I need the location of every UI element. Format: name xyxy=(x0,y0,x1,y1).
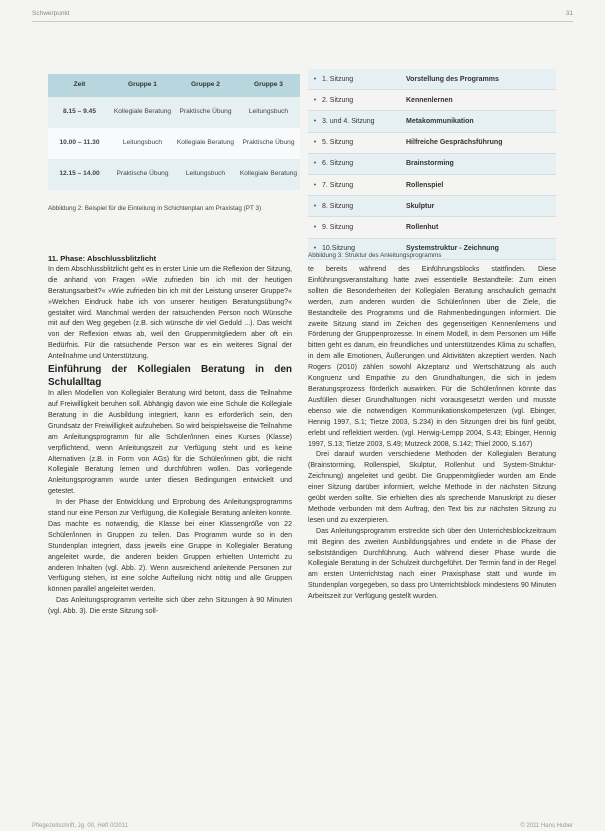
paragraph: Das Anleitungsprogramm erstreckte sich über den Unterrichtsblockzeitraum mit Beginn des zweiten Ausbildungsjahres und endete in die Phase der selbstständigen Durchführung. Auch während dieser Phase wurde die Kollegiale Beratung in der Schulzeit durchgeführt. Der Termin fand in der Regel am ersten Unterrichtstag nach einer Praxisphase statt und wurde im Stundenplan vorgegeben, so dass pro Unterrichtsblock mindestens 90 Minuten Arbeitszeit zur Verfügung gestellt wurden. xyxy=(308,527,556,601)
schedule-cell: 8.15 – 9.45 xyxy=(48,97,111,128)
schedule-cell: Leitungsbuch xyxy=(174,159,237,190)
session-title: Metakommunikation xyxy=(406,117,474,125)
schedule-cell: Praktische Übung xyxy=(174,97,237,128)
session-list xyxy=(308,69,556,260)
schedule-row xyxy=(48,159,300,190)
section-heading: 11. Phase: Abschlussblitzlicht xyxy=(48,254,157,263)
schedule-header-cell: Gruppe 1 xyxy=(111,74,174,97)
session-title: Skulptur xyxy=(406,202,435,210)
bullet-icon: • xyxy=(313,139,317,147)
session-number: 8. Sitzung xyxy=(322,202,354,210)
footer-journal: Pflegezeitschrift, Jg. 00, Heft 0/2011 xyxy=(32,823,128,829)
session-title: Kennenlernen xyxy=(406,96,453,104)
bullet-icon: • xyxy=(313,202,317,210)
paragraph: In der Phase der Entwicklung und Erprobung des Anleitungsprogramms stand nur eine Person zur Verfügung, die Kollegiale Beratung anleiten konnte. Das machte es notwendig, die Klasse bei einer Klassengröße von 22 Schüler/innen in Gruppen zu teilen. Das Programm wurde so in den Stundenplan integriert, dass jeweils eine Gruppe in Kollegialer Beratung angeleitet wurde, die anderen beiden Gruppen erhielten Unterricht zu anderen Inhalten (vgl. Abb. 2). Wenn ausreichend anleitende Personen zur Verfügung stehen, ist eine solche Aufteilung nicht nötig und alle Gruppen können parallel angeleitet werden. xyxy=(48,499,292,594)
paragraph: In dem Abschlussblitzlicht geht es in erster Linie um die Reflexion der Sitzung, die anhand von Fragen »Wie zufrieden bin ich mit der heutigen Beratungsarbeit?« »Wie zufrieden bin ich mit der Leistung unserer Gruppe?« »Welchen Eindruck habe ich von unserer heutigen Beratungsübung?« gestaltet wird. Manchmal werden der ratsuchenden Person noch Wünsche mit auf den Weg gegeben (z.B. sich wünsche dir viel Geduld ...). Das weicht von der Reflexion etwas ab, weil den Gruppenmitgliedern aber oft ein Bedürfnis. Für die ratsuchende Person war es ein weiteres Signal der Anteilnahme und Unterstützung. xyxy=(48,265,292,361)
paragraph: In allen Modellen von Kollegialer Beratung wird betont, dass die Teilnahme auf Freiwilligkeit beruhen soll. Abhängig davon wie eine Schule die Kollegiale Beratung in die Ausbildung integriert, kann es erforderlich sein, den Grundsatz der Freiwilligkeit aufzuheben. So wird beispielsweise die Teilnahme am Anleitungsprogramm für alle Schüler/innen eines Kurses (Klasse) verpflichtend, wenn Anleitungszeit zur Verfügung steht und es keine Alternativen (z.B. in Form von AGs) für die Schüler/innen gibt, die nicht Kollegiale Beratung lernen und durchführen wollen. Das vorliegende Anleitungsprogramm wurde unter diesen Bedingungen entwickelt und getestet. xyxy=(48,390,292,496)
schedule-cell: 10.00 – 11.30 xyxy=(48,128,111,159)
schedule-row xyxy=(48,128,300,159)
schedule-header-cell: Zeit xyxy=(48,74,111,97)
session-number: 3. und 4. Sitzung xyxy=(322,117,375,125)
bullet-icon: • xyxy=(313,181,317,189)
session-title: Systemstruktur - Zeichnung xyxy=(406,245,499,253)
session-row xyxy=(308,217,556,238)
session-row xyxy=(308,111,556,132)
bullet-icon: • xyxy=(313,117,317,125)
schedule-header-row xyxy=(48,74,300,97)
page-number: 31 xyxy=(565,10,573,17)
bullet-icon: • xyxy=(313,96,317,104)
running-header xyxy=(32,9,573,22)
schedule-row xyxy=(48,97,300,128)
session-title: Rollenspiel xyxy=(406,181,444,189)
session-row xyxy=(308,69,556,90)
footer-publisher: © 2011 Hans Huber xyxy=(520,823,573,829)
session-number: 9. Sitzung xyxy=(322,223,354,231)
session-row xyxy=(308,133,556,154)
schedule-cell: Kollegiale Beratung xyxy=(111,97,174,128)
session-title: Hilfreiche Gesprächsführung xyxy=(406,139,503,147)
paragraph: Drei darauf wurden verschiedene Methoden der Kollegialen Beratung (Brainstorming, Rollenspiel, Skulptur, Rollenhut und System-Struktur-Zeichnung) angeleitet und geübt. Die Gruppenmitglieder wurden am Ende einer Sitzung darüber informiert, welche Methode in der nächsten Sitzung geübt werden sollte. Sie erhielten dies als sprechende Manuskript zu dieser Methode verbunden mit dem Auftrag, den Text bis zur nächsten Sitzung zu lesen und zu exzerpieren. xyxy=(308,451,556,524)
schedule-cell: Praktische Übung xyxy=(237,128,300,159)
bullet-icon: • xyxy=(313,245,317,253)
session-row xyxy=(308,196,556,217)
bullet-icon: • xyxy=(313,223,317,231)
schedule-table xyxy=(48,74,300,190)
session-title: Rollenhut xyxy=(406,223,439,231)
figure-caption-sessions: Abbildung 3: Struktur des Anleitungsprogramms xyxy=(308,252,442,259)
figure-caption-schedule: Abbildung 2: Beispiel für die Einteilung in Schichtenplan am Praxistag (PT 3) xyxy=(48,205,262,212)
session-row xyxy=(308,175,556,196)
schedule-cell: Praktische Übung xyxy=(111,159,174,190)
schedule-header-cell: Gruppe 3 xyxy=(237,74,300,97)
session-number: 6. Sitzung xyxy=(322,160,354,168)
schedule-cell: Kollegiale Beratung xyxy=(174,128,237,159)
session-number: 1. Sitzung xyxy=(322,75,354,83)
chapter-heading: Einführung der Kollegialen Beratung in den Schulalltag xyxy=(48,364,292,389)
session-row xyxy=(308,154,556,175)
schedule-header-cell: Gruppe 2 xyxy=(174,74,237,97)
bullet-icon: • xyxy=(313,75,317,83)
schedule-cell: Leitungsbuch xyxy=(237,97,300,128)
session-title: Vorstellung des Programms xyxy=(406,75,499,83)
left-text-column xyxy=(48,254,292,618)
schedule-cell: Leitungsbuch xyxy=(111,128,174,159)
header-section-label: Schwerpunkt xyxy=(32,10,70,17)
bullet-icon: • xyxy=(313,160,317,168)
paragraph: Das Anleitungsprogramm verteilte sich über zehn Sitzungen à 90 Minuten (vgl. Abb. 3). Die erste Sitzung soll- xyxy=(48,597,292,616)
session-number: 7. Sitzung xyxy=(322,181,354,189)
schedule-cell: Kollegiale Beratung xyxy=(237,159,300,190)
schedule-cell: 12.15 – 14.00 xyxy=(48,159,111,190)
session-row xyxy=(308,90,556,111)
right-text-column xyxy=(308,265,556,603)
session-number: 2. Sitzung xyxy=(322,96,354,104)
session-title: Brainstorming xyxy=(406,160,454,168)
session-number: 10.Sitzung xyxy=(322,245,356,253)
session-number: 5. Sitzung xyxy=(322,139,354,147)
paragraph: te bereits während des Einführungsblocks stattfinden. Diese Einführungsveranstaltung hatte zwei essentielle Bestandteile: Zum einen sollten die Besonderheiten der Kollegialen Beratung anschaulich gemacht werden, zum anderen wurden die Schüler/innen über die Ziele, die Bestandteile des Programms und die Rahmenbedingungen informiert. Die zweite Sitzung stand im Zeichen des gegenseitigen Kennenlernens und Förderung der Gruppenprozesse. In einem Modell, in dem Personen um Hilfe bitten geht es darum, ein freundliches und unterstützendes Klima zu schaffen, in dem alle Emotionen, Äußerungen und Aktivitäten akzeptiert werden. Nach Rogers (2010) zählen sowohl Akzeptanz und Wertschätzung als auch Kongruenz und Empathie zu den Grundhaltungen, die sich in jedem Beratungsprozess förderlich auswirken. Für die Schüler/innen könnte das Ausfüllen dieser Grundhaltungen nicht vorausgesetzt werden und musste ebenso wie die notwendigen Kommunikationskompetenzen (vgl. Ebinger, Hennig 1997, S.1; Tietze 2003, S.234) in den Sitzungen drei bis fünf geübt, erlebt und reflektiert werden. (vgl. Herwig-Lempp 2004, S.43; Ebinger, Hennig 1997, S.13; Tietze 2003, S.49; Mutzeck 2008, S.142; Thiel 2000, S.167) xyxy=(308,266,556,448)
